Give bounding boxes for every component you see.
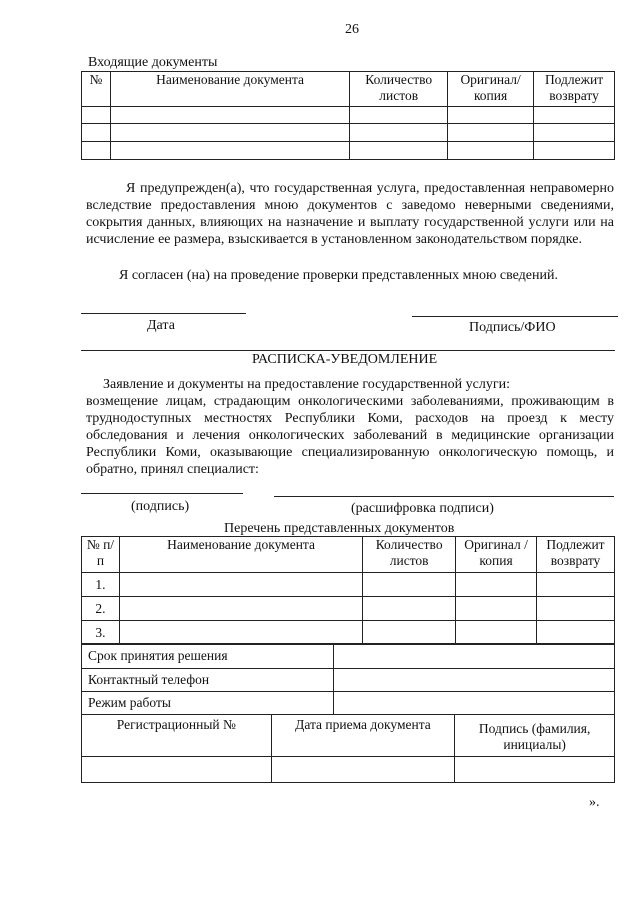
table-row xyxy=(82,107,615,124)
table-header-row xyxy=(82,72,615,107)
row-number: 2. xyxy=(82,597,120,621)
column-header-sheets: Количество листов xyxy=(350,72,448,107)
page-number: 26 xyxy=(345,22,359,37)
column-header-number: № п/п xyxy=(82,537,120,573)
documents-list-title: Перечень представленных документов xyxy=(224,521,455,536)
signature-field-line xyxy=(81,493,243,494)
table-row xyxy=(82,669,615,692)
signature-label: Подпись/ФИО xyxy=(469,320,556,335)
decision-term-label: Срок принятия решения xyxy=(82,644,334,669)
incoming-documents-title: Входящие документы xyxy=(88,55,218,70)
table-header-row xyxy=(82,715,615,757)
row-number: 1. xyxy=(82,573,120,597)
work-hours-label: Режим работы xyxy=(82,692,334,715)
table-row xyxy=(82,142,615,160)
decoding-field-line xyxy=(274,496,614,497)
table-row xyxy=(82,124,615,142)
incoming-documents-table xyxy=(81,71,615,160)
column-header-original: Оригинал /копия xyxy=(456,537,537,573)
column-header-return: Подлежит возврату xyxy=(534,72,615,107)
date-line xyxy=(81,313,246,314)
table-header-row xyxy=(82,537,615,573)
receive-date-label: Дата приема документа xyxy=(271,715,455,757)
column-header-number: № xyxy=(82,72,111,107)
table-row xyxy=(82,692,615,715)
date-label: Дата xyxy=(147,318,175,333)
contact-phone-label: Контактный телефон xyxy=(82,669,334,692)
table-row xyxy=(82,644,615,669)
column-header-name: Наименование документа xyxy=(119,537,362,573)
column-header-original: Оригинал/ копия xyxy=(448,72,534,107)
table-row xyxy=(82,621,615,645)
receipt-title: РАСПИСКА-УВЕДОМЛЕНИЕ xyxy=(252,352,438,367)
column-header-sheets: Количество листов xyxy=(363,537,456,573)
column-header-return: Подлежит возврату xyxy=(537,537,615,573)
table-row xyxy=(82,597,615,621)
column-header-name: Наименование документа xyxy=(110,72,349,107)
receipt-intro: Заявление и документы на предоставление государственной услуги: xyxy=(103,377,510,392)
warning-paragraph: Я предупрежден(а), что государственная услуга, предоставленная неправомерно вследствие предоставления мною документов с заведомо неверными сведениями, сокрытия данных, влияющих на назначение и выплату государственной услуги или на исчисление ее размера, взыскивается в установленном законодательством порядке. xyxy=(86,181,614,247)
consent-statement: Я согласен (на) на проведение проверки представленных мною сведений. xyxy=(119,268,558,283)
table-row xyxy=(82,573,615,597)
registration-table xyxy=(81,714,615,783)
registration-number-label: Регистрационный № xyxy=(82,715,272,757)
table-row xyxy=(82,757,615,783)
signature-line xyxy=(412,316,618,317)
row-number: 3. xyxy=(82,621,120,645)
closing-mark: ». xyxy=(589,795,600,810)
service-info-table xyxy=(81,643,615,715)
decoding-caption: (расшифровка подписи) xyxy=(351,501,494,516)
receipt-documents-table xyxy=(81,536,615,645)
signature-initials-label: Подпись (фамилия, инициалы) xyxy=(455,715,615,757)
receipt-body: возмещение лицам, страдающим онкологическими заболеваниями, проживающим в труднодоступных местностях Республики Коми, расходов на проезд к месту обследования и лечения онкологических заболеваний в медицинские организации Республики Коми, оказывающие специализированную онкологическую помощь, и обратно, принял специалист: xyxy=(86,394,614,477)
signature-caption: (подпись) xyxy=(131,499,190,514)
